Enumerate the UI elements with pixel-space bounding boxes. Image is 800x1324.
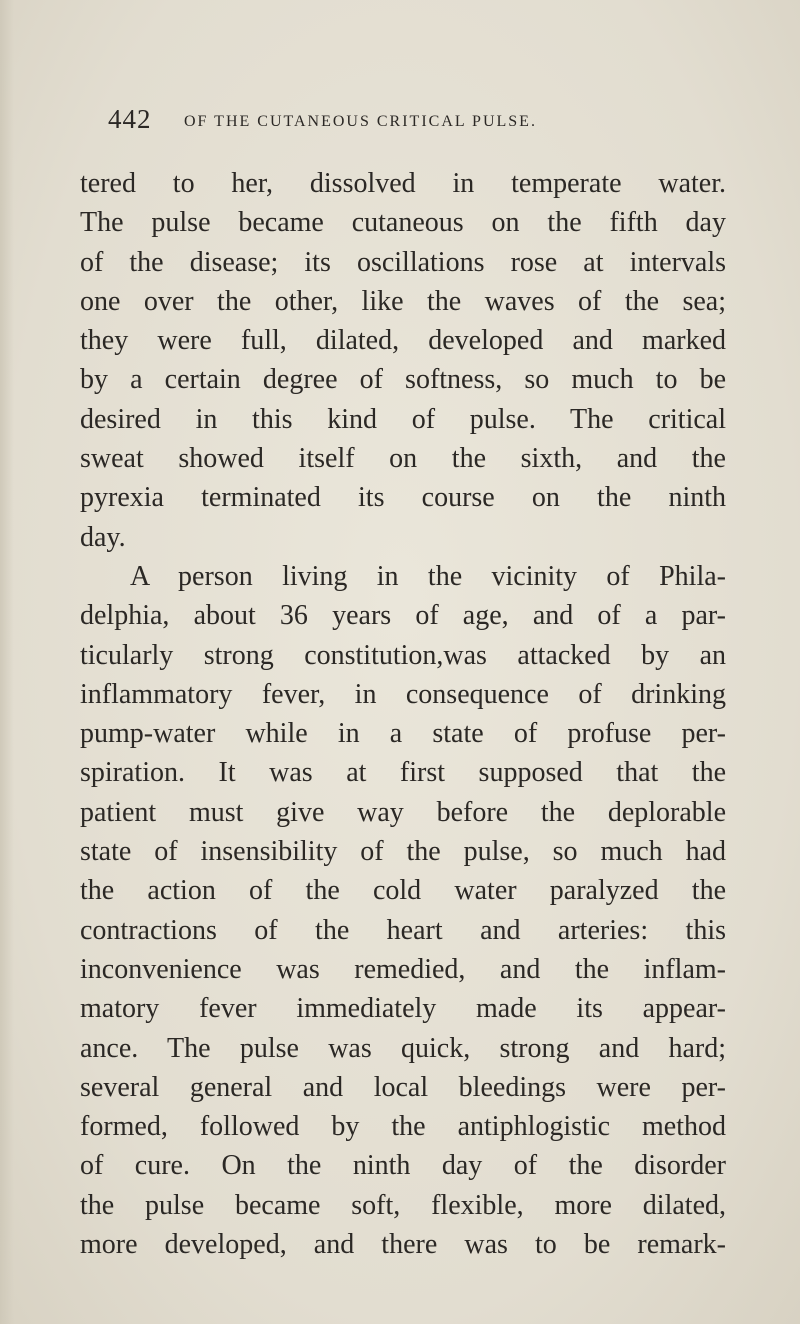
- text-line: pyrexia terminated its course on the ninth: [80, 482, 726, 514]
- text-line: contractions of the heart and arteries: this: [80, 914, 726, 946]
- text-line: spiration. It was at first supposed that the: [80, 757, 726, 789]
- text-line: state of insensibility of the pulse, so much had: [80, 836, 726, 868]
- text-line: matory fever immediately made its appear-: [80, 993, 726, 1025]
- text-line: inconvenience was remedied, and the inflam-: [80, 953, 726, 985]
- paragraph-end-line: day.: [80, 521, 126, 553]
- paragraph-start-line: A person living in the vicinity of Phila-: [130, 560, 726, 592]
- running-title: OF THE CUTANEOUS CRITICAL PULSE.: [184, 113, 537, 130]
- text-line: ticularly strong constitution,was attacked by an: [80, 639, 726, 671]
- text-line: sweat showed itself on the sixth, and the: [80, 443, 726, 475]
- text-line: several general and local bleedings were per-: [80, 1071, 726, 1103]
- text-line: desired in this kind of pulse. The critical: [80, 403, 726, 435]
- text-line: they were full, dilated, developed and marked: [80, 325, 726, 357]
- text-line: pump-water while in a state of profuse per-: [80, 718, 726, 750]
- text-line: The pulse became cutaneous on the fifth day: [80, 207, 726, 239]
- text-line: patient must give way before the deplorable: [80, 796, 726, 828]
- text-line: ance. The pulse was quick, strong and hard;: [80, 1032, 726, 1064]
- running-header: [108, 104, 668, 138]
- text-line: of the disease; its oscillations rose at intervals: [80, 246, 726, 278]
- page-number: 442: [108, 104, 152, 134]
- text-line: the pulse became soft, flexible, more dilated,: [80, 1189, 726, 1221]
- text-line: of cure. On the ninth day of the disorder: [80, 1150, 726, 1182]
- text-line: one over the other, like the waves of the sea;: [80, 285, 726, 317]
- page-edge-shadow: [0, 0, 14, 1324]
- text-line: more developed, and there was to be remark-: [80, 1229, 726, 1261]
- text-line: tered to her, dissolved in temperate water.: [80, 168, 726, 199]
- text-line: formed, followed by the antiphlogistic method: [80, 1111, 726, 1143]
- text-line: the action of the cold water paralyzed the: [80, 875, 726, 907]
- body-text: [80, 164, 726, 1264]
- text-line: inflammatory fever, in consequence of drinking: [80, 678, 726, 710]
- text-line: delphia, about 36 years of age, and of a par-: [80, 600, 726, 632]
- text-line: by a certain degree of softness, so much to be: [80, 364, 726, 396]
